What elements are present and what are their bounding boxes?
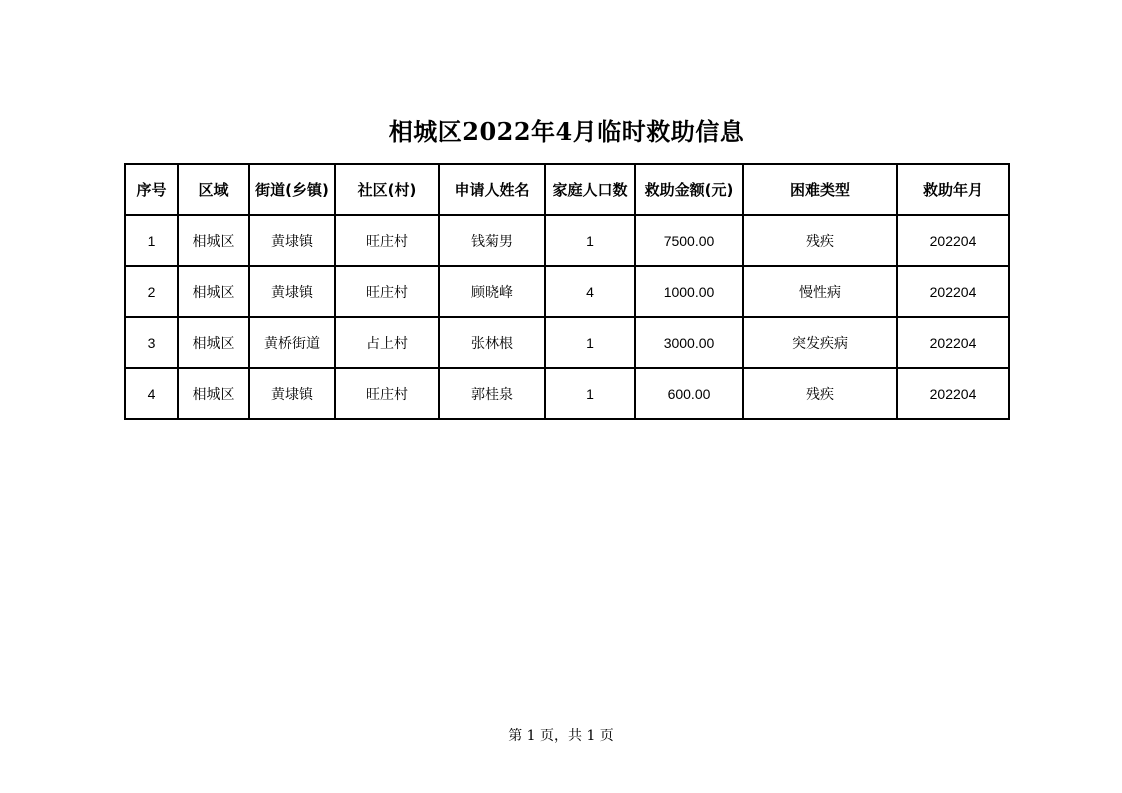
cell-month: 202204 — [897, 266, 1009, 317]
table-row — [125, 368, 1009, 419]
cell-month: 202204 — [897, 368, 1009, 419]
table-header-row — [125, 164, 1009, 215]
cell-hardship-type: 慢性病 — [743, 266, 897, 317]
cell-amount: 1000.00 — [635, 266, 743, 317]
header-applicant: 申请人姓名 — [439, 164, 545, 215]
header-region: 区域 — [178, 164, 249, 215]
cell-region: 相城区 — [178, 368, 249, 419]
cell-region: 相城区 — [178, 266, 249, 317]
header-amount: 救助金额(元) — [635, 164, 743, 215]
cell-region: 相城区 — [178, 215, 249, 266]
header-street: 街道(乡镇) — [249, 164, 335, 215]
cell-applicant: 郭桂泉 — [439, 368, 545, 419]
cell-applicant: 钱菊男 — [439, 215, 545, 266]
cell-street: 黄埭镇 — [249, 368, 335, 419]
cell-index: 4 — [125, 368, 178, 419]
header-household-size: 家庭人口数 — [545, 164, 635, 215]
header-hardship-type: 困难类型 — [743, 164, 897, 215]
header-month: 救助年月 — [897, 164, 1009, 215]
cell-community: 旺庄村 — [335, 266, 439, 317]
cell-month: 202204 — [897, 215, 1009, 266]
cell-community: 占上村 — [335, 317, 439, 368]
page-footer: 第 1 页，共 1 页 — [508, 728, 614, 744]
cell-hardship-type: 残疾 — [743, 215, 897, 266]
cell-household-size: 1 — [545, 215, 635, 266]
table-row — [125, 317, 1009, 368]
header-index: 序号 — [125, 164, 178, 215]
cell-community: 旺庄村 — [335, 215, 439, 266]
cell-index: 2 — [125, 266, 178, 317]
page-title: 相城区2022年4月临时救助信息 — [388, 117, 745, 146]
cell-street: 黄桥街道 — [249, 317, 335, 368]
cell-hardship-type: 残疾 — [743, 368, 897, 419]
cell-month: 202204 — [897, 317, 1009, 368]
cell-hardship-type: 突发疾病 — [743, 317, 897, 368]
cell-amount: 3000.00 — [635, 317, 743, 368]
table-row — [125, 266, 1009, 317]
cell-street: 黄埭镇 — [249, 266, 335, 317]
cell-street: 黄埭镇 — [249, 215, 335, 266]
cell-index: 1 — [125, 215, 178, 266]
cell-applicant: 顾晓峰 — [439, 266, 545, 317]
relief-table — [124, 163, 1010, 420]
cell-index: 3 — [125, 317, 178, 368]
cell-amount: 600.00 — [635, 368, 743, 419]
cell-region: 相城区 — [178, 317, 249, 368]
cell-applicant: 张林根 — [439, 317, 545, 368]
cell-household-size: 4 — [545, 266, 635, 317]
header-community: 社区(村) — [335, 164, 439, 215]
cell-household-size: 1 — [545, 317, 635, 368]
table-row — [125, 215, 1009, 266]
cell-community: 旺庄村 — [335, 368, 439, 419]
cell-amount: 7500.00 — [635, 215, 743, 266]
cell-household-size: 1 — [545, 368, 635, 419]
